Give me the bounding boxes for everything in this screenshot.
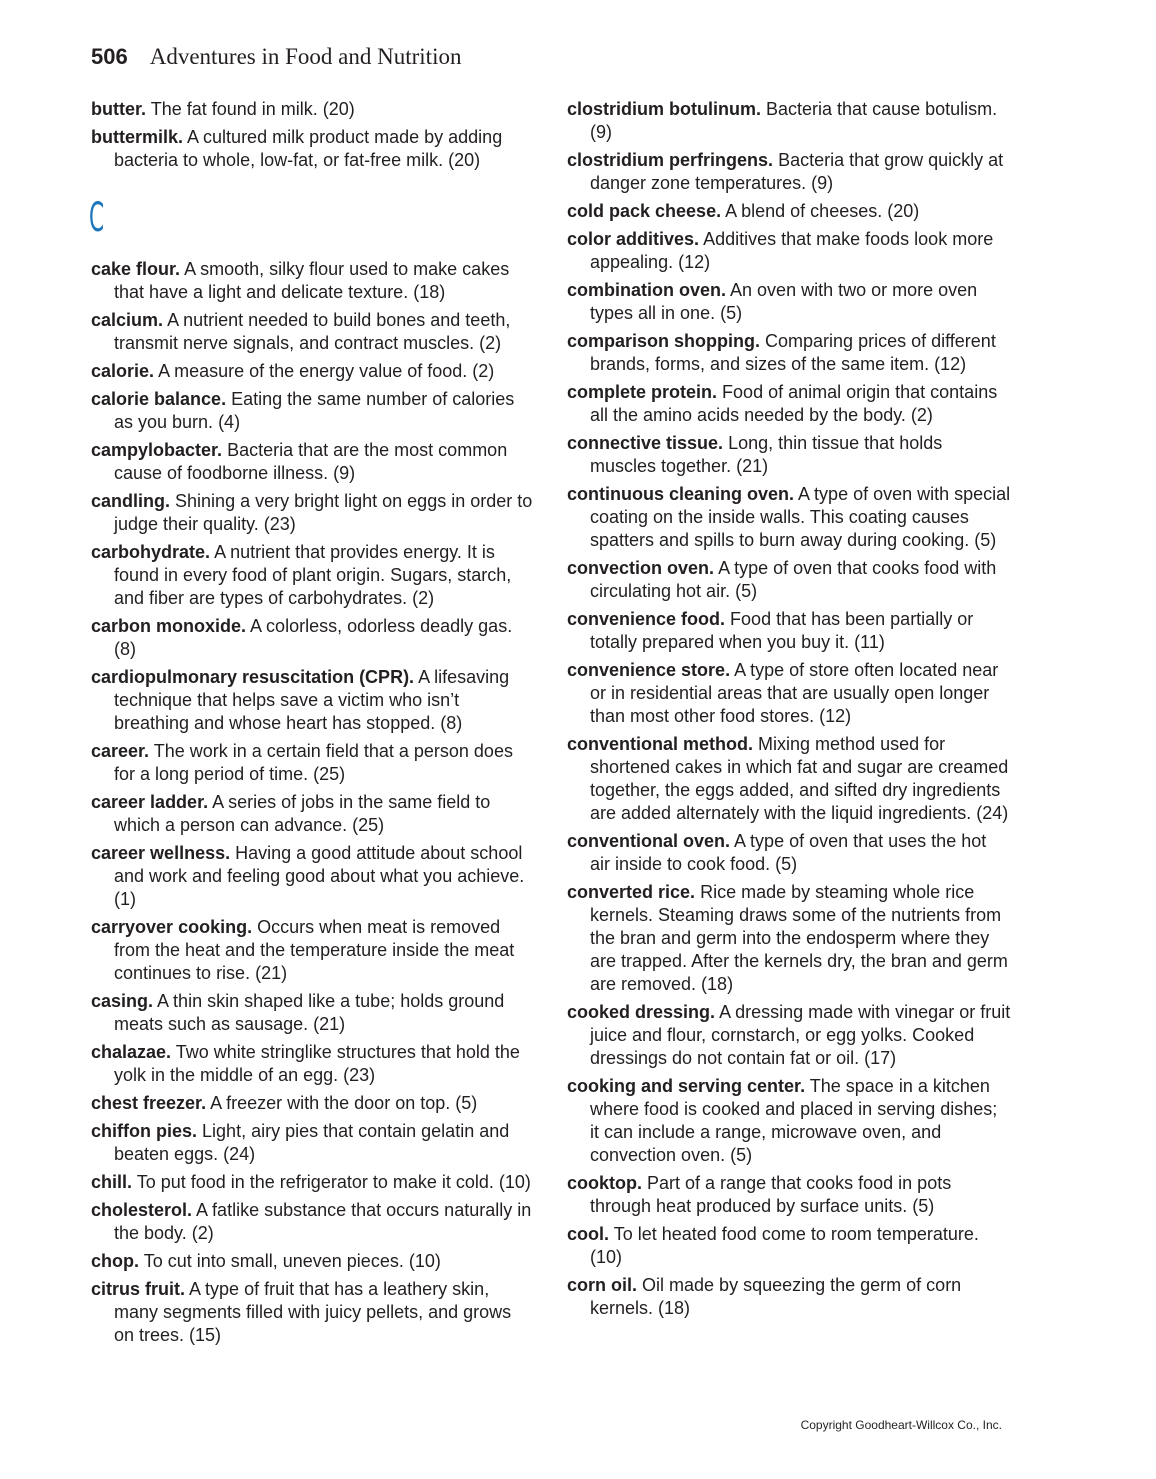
glossary-entry xyxy=(91,98,535,121)
glossary-entry xyxy=(91,439,535,485)
glossary-definition: A type of oven that cooks food with circulating hot air. (5) xyxy=(590,558,997,601)
glossary-definition: Two white stringlike structures that hold the yolk in the middle of an egg. (23) xyxy=(114,1042,520,1085)
glossary-definition: Comparing prices of different brands, forms, and sizes of the same item. (12) xyxy=(590,331,996,374)
glossary-term: corn oil. xyxy=(567,1275,638,1295)
glossary-definition: A type of oven with special coating on the inside walls. This coating causes spatters and spills to burn away during cooking. (5) xyxy=(590,484,1011,550)
glossary-term: combination oven. xyxy=(567,280,727,300)
glossary-term: career wellness. xyxy=(91,843,231,863)
glossary-term: cool. xyxy=(567,1224,610,1244)
glossary-definition: Oil made by squeezing the germ of corn kernels. (18) xyxy=(590,1275,962,1318)
glossary-definition: Additives that make foods look more appealing. (12) xyxy=(590,229,994,272)
glossary-definition: A measure of the energy value of food. (2) xyxy=(158,361,495,381)
glossary-column-left xyxy=(91,98,535,1352)
glossary-entry xyxy=(567,330,1011,376)
glossary-term: carryover cooking. xyxy=(91,917,253,937)
glossary-term: cooktop. xyxy=(567,1173,642,1193)
glossary-entry xyxy=(567,279,1011,325)
glossary-entry xyxy=(567,98,1011,144)
glossary-entry xyxy=(91,1278,535,1347)
glossary-definition: Long, thin tissue that holds muscles together. (21) xyxy=(590,433,943,476)
glossary-term: chill. xyxy=(91,1172,133,1192)
glossary-entry xyxy=(91,309,535,355)
glossary-definition: A dressing made with vinegar or fruit juice and flour, cornstarch, or egg yolks. Cooked dressings do not contain fat or oil. (17) xyxy=(590,1002,1011,1068)
glossary-definition: The work in a certain field that a person does for a long period of time. (25) xyxy=(114,741,513,784)
glossary-term: campylobacter. xyxy=(91,440,223,460)
page-number: 506 xyxy=(91,44,128,69)
glossary-entry xyxy=(567,149,1011,195)
glossary-entry xyxy=(91,490,535,536)
glossary-term: clostridium perfringens. xyxy=(567,150,774,170)
glossary-entry xyxy=(91,1092,535,1115)
glossary-entry xyxy=(567,1001,1011,1070)
glossary-term: casing. xyxy=(91,991,154,1011)
glossary-entry xyxy=(91,842,535,911)
glossary-definition: A thin skin shaped like a tube; holds ground meats such as sausage. (21) xyxy=(114,991,505,1034)
glossary-definition: Occurs when meat is removed from the heat and the temperature inside the meat continues to rise. (21) xyxy=(114,917,515,983)
glossary-entry xyxy=(567,200,1011,223)
glossary-term: conventional method. xyxy=(567,734,754,754)
glossary-term: chest freezer. xyxy=(91,1093,207,1113)
glossary-entry xyxy=(567,608,1011,654)
glossary-term: convenience store. xyxy=(567,660,731,680)
glossary-column-right xyxy=(567,98,1011,1325)
glossary-definition: The fat found in milk. (20) xyxy=(150,99,355,119)
glossary-definition: To cut into small, uneven pieces. (10) xyxy=(143,1251,441,1271)
glossary-entry xyxy=(91,388,535,434)
glossary-entry xyxy=(91,740,535,786)
glossary-definition: Food that has been partially or totally prepared when you buy it. (11) xyxy=(590,609,974,652)
glossary-definition: Rice made by steaming whole rice kernels. Steaming draws some of the nutrients from the bran and germ into the endosperm where they are trapped. After the kernels dry, the bran and germ are removed. (18) xyxy=(590,882,1008,994)
glossary-term: convenience food. xyxy=(567,609,726,629)
glossary-term: career ladder. xyxy=(91,792,209,812)
glossary-definition: To put food in the refrigerator to make it cold. (10) xyxy=(136,1172,531,1192)
glossary-entry xyxy=(567,1075,1011,1167)
glossary-definition: Bacteria that are the most common cause of foodborne illness. (9) xyxy=(114,440,508,483)
glossary-entry xyxy=(91,615,535,661)
glossary-term: continuous cleaning oven. xyxy=(567,484,795,504)
glossary-entry xyxy=(567,1223,1011,1269)
glossary-term: carbon monoxide. xyxy=(91,616,247,636)
glossary-entry xyxy=(91,258,535,304)
glossary-entry xyxy=(567,1274,1011,1320)
glossary-term: chiffon pies. xyxy=(91,1121,198,1141)
glossary-definition: A lifesaving technique that helps save a victim who isn’t breathing and whose heart has stopped. (8) xyxy=(114,667,510,733)
section-letter: C xyxy=(89,195,105,241)
glossary-entry xyxy=(567,432,1011,478)
glossary-entry xyxy=(91,360,535,383)
glossary-term: chalazae. xyxy=(91,1042,172,1062)
glossary-entry xyxy=(91,1171,535,1194)
glossary-term: color additives. xyxy=(567,229,700,249)
glossary-entry xyxy=(567,557,1011,603)
glossary-term: conventional oven. xyxy=(567,831,731,851)
glossary-definition: A nutrient that provides energy. It is found in every food of plant origin. Sugars, starch, and fiber are types of carbohydrates. (2) xyxy=(114,542,512,608)
glossary-term: career. xyxy=(91,741,150,761)
glossary-entry xyxy=(91,1250,535,1273)
glossary-term: calorie. xyxy=(91,361,155,381)
glossary-entry xyxy=(567,881,1011,996)
glossary-definition: Bacteria that grow quickly at danger zone temperatures. (9) xyxy=(590,150,1004,193)
glossary-entry xyxy=(91,791,535,837)
glossary-definition: A fatlike substance that occurs naturally in the body. (2) xyxy=(114,1200,532,1243)
book-title: Adventures in Food and Nutrition xyxy=(149,44,462,69)
glossary-entry xyxy=(567,830,1011,876)
glossary-term: chop. xyxy=(91,1251,139,1271)
glossary-term: connective tissue. xyxy=(567,433,724,453)
glossary-term: converted rice. xyxy=(567,882,696,902)
glossary-term: calorie balance. xyxy=(91,389,227,409)
glossary-term: convection oven. xyxy=(567,558,715,578)
glossary-term: candling. xyxy=(91,491,171,511)
glossary-definition: An oven with two or more oven types all in one. (5) xyxy=(590,280,978,323)
glossary-entry xyxy=(91,1199,535,1245)
glossary-definition: A type of fruit that has a leathery skin, many segments filled with juicy pellets, and grows on trees. (15) xyxy=(114,1279,512,1345)
glossary-term: cake flour. xyxy=(91,259,181,279)
glossary-term: buttermilk. xyxy=(91,127,184,147)
glossary-definition: A series of jobs in the same field to which a person can advance. (25) xyxy=(114,792,491,835)
glossary-definition: A colorless, odorless deadly gas. (8) xyxy=(114,616,513,659)
glossary-definition: A freezer with the door on top. (5) xyxy=(210,1093,478,1113)
glossary-definition: Food of animal origin that contains all the amino acids needed by the body. (2) xyxy=(590,382,998,425)
glossary-definition: To let heated food come to room temperature. (10) xyxy=(590,1224,979,1267)
glossary-definition: A type of oven that uses the hot air inside to cook food. (5) xyxy=(590,831,987,874)
glossary-entry xyxy=(567,483,1011,552)
glossary-entry xyxy=(567,1172,1011,1218)
glossary-entry xyxy=(567,228,1011,274)
glossary-entry xyxy=(91,1041,535,1087)
glossary-definition: A type of store often located near or in residential areas that are usually open longer than most other food stores. (12) xyxy=(590,660,999,726)
glossary-definition: A smooth, silky flour used to make cakes that have a light and delicate texture. (18) xyxy=(114,259,510,302)
glossary-term: clostridium botulinum. xyxy=(567,99,761,119)
glossary-definition: A nutrient needed to build bones and teeth, transmit nerve signals, and contract muscles. (2) xyxy=(114,310,511,353)
glossary-entry xyxy=(91,990,535,1036)
glossary-term: cold pack cheese. xyxy=(567,201,722,221)
glossary-term: comparison shopping. xyxy=(567,331,761,351)
glossary-definition: A blend of cheeses. (20) xyxy=(725,201,920,221)
glossary-definition: Bacteria that cause botulism. (9) xyxy=(590,99,998,142)
page-header xyxy=(91,44,461,70)
glossary-definition: Mixing method used for shortened cakes in which fat and sugar are creamed together, the eggs added, and sifted dry ingredients are added alternately with the liquid ingredients. (24) xyxy=(590,734,1009,823)
glossary-definition: The space in a kitchen where food is cooked and placed in serving dishes; it can include a range, microwave oven, and convection oven. (5) xyxy=(590,1076,998,1165)
glossary-term: butter. xyxy=(91,99,147,119)
glossary-definition: Having a good attitude about school and work and feeling good about what you achieve. (1) xyxy=(114,843,525,909)
glossary-term: citrus fruit. xyxy=(91,1279,186,1299)
glossary-term: cholesterol. xyxy=(91,1200,193,1220)
glossary-term: carbohydrate. xyxy=(91,542,211,562)
glossary-definition: Light, airy pies that contain gelatin and beaten eggs. (24) xyxy=(114,1121,510,1164)
glossary-entry xyxy=(567,381,1011,427)
glossary-term: cardiopulmonary resuscitation (CPR). xyxy=(91,667,415,687)
glossary-definition: A cultured milk product made by adding bacteria to whole, low-fat, or fat-free milk. (20) xyxy=(114,127,503,170)
glossary-definition: Eating the same number of calories as you burn. (4) xyxy=(114,389,515,432)
glossary-term: cooked dressing. xyxy=(567,1002,716,1022)
glossary-entry xyxy=(91,666,535,735)
glossary-entry xyxy=(91,1120,535,1166)
glossary-term: calcium. xyxy=(91,310,164,330)
glossary-entry xyxy=(91,916,535,985)
glossary-definition: Part of a range that cooks food in pots through heat produced by surface units. (5) xyxy=(590,1173,952,1216)
glossary-term: complete protein. xyxy=(567,382,718,402)
glossary-entry xyxy=(91,126,535,172)
glossary-entry xyxy=(91,541,535,610)
glossary-definition: Shining a very bright light on eggs in order to judge their quality. (23) xyxy=(114,491,533,534)
copyright: Copyright Goodheart-Willcox Co., Inc. xyxy=(800,1418,1002,1432)
glossary-entry xyxy=(567,659,1011,728)
glossary-term: cooking and serving center. xyxy=(567,1076,806,1096)
glossary-entry xyxy=(567,733,1011,825)
